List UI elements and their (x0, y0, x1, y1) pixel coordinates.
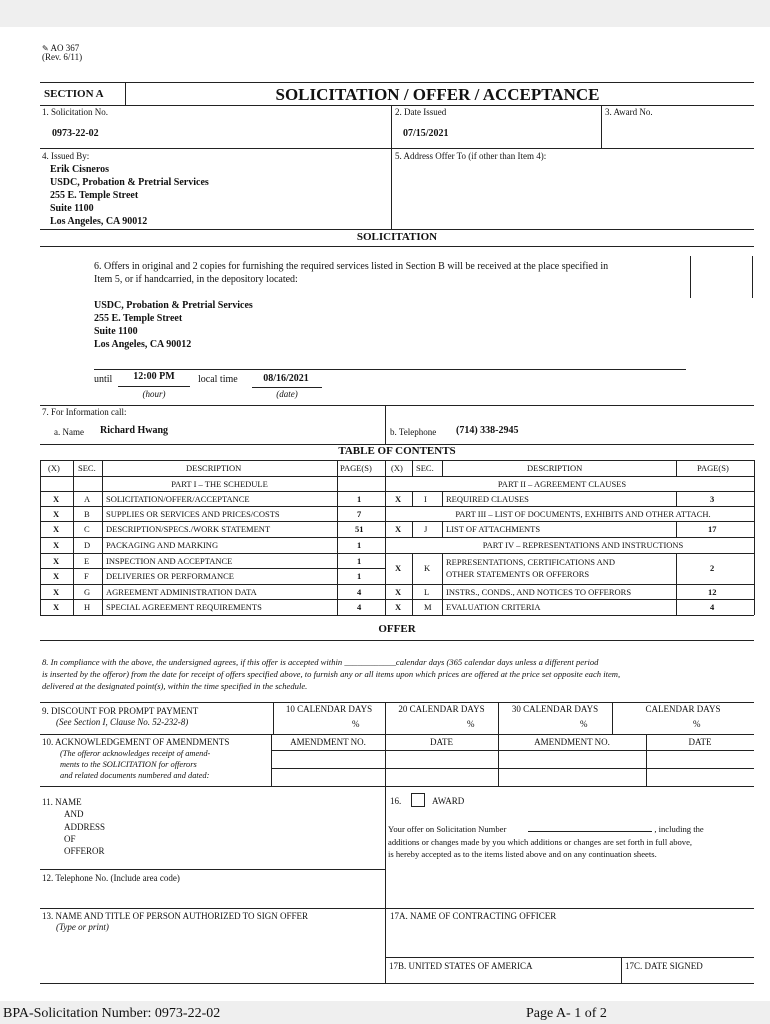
item8-text: 8. In compliance with the above, the undersigned agrees, if this offer is accepted within ____________calendar days (365 calendar days unless a different period is inserted by the offeror) from the date for receipt of offers specified above, to furnish any or all items upon which prices are offered at the price set opposite each item, delivered at the designated point(s), within the time specified in the schedule. (42, 657, 621, 691)
contact-phone: (714) 338-2945 (456, 425, 519, 436)
section-label: SECTION A (44, 88, 104, 100)
discount-col-30: 30 CALENDAR DAYS (511, 704, 599, 714)
date-issued-label: 2. Date Issued (395, 107, 447, 117)
discount-col-10: 10 CALENDAR DAYS (285, 704, 373, 714)
viewer-top-bar (0, 0, 770, 27)
solicitation-no-label: 1. Solicitation No. (42, 107, 108, 117)
depository-address: USDC, Probation & Pretrial Services 255 E. Temple Street Suite 1100 Los Angeles, CA 90012 (94, 300, 253, 350)
amendment-no-col-1: AMENDMENT NO. (290, 737, 366, 747)
amendment-date-col-2: DATE (688, 737, 712, 747)
info-label: 7. For Information call: (42, 407, 127, 417)
issued-by-label: 4. Issued By: (42, 151, 90, 161)
amendments-label: 10. ACKNOWLEDGEMENT OF AMENDMENTS (42, 737, 230, 747)
issued-by-block: Erik Cisneros USDC, Probation & Pretrial Services 255 E. Temple Street Suite 1100 Los Angeles, CA 90012 (50, 164, 209, 227)
signer-sub: (Type or print) (56, 922, 109, 932)
amendment-date-col-1: DATE (430, 737, 453, 747)
date-caption: (date) (276, 389, 298, 399)
telephone-label: b. Telephone (390, 427, 437, 437)
until-label: until (94, 374, 113, 385)
form-title: SOLICITATION / OFFER / ACCEPTANCE (275, 85, 600, 104)
discount-sub: (See Section I, Clause No. 52-232-8) (56, 717, 189, 727)
item6-text: 6. Offers in original and 2 copies for furnishing the required services listed in Section B will be received at the place specified in Item 5, or if handcarried, in the depository located: (94, 261, 609, 285)
contact-name: Richard Hwang (100, 425, 169, 436)
amendments-sub: (The offeror acknowledges receipt of amend- ments to the SOLICITATION for offerors and related documents numbered and dated: (60, 749, 211, 780)
toc-part4: PART IV – REPRESENTATIONS AND INSTRUCTIONS (482, 540, 684, 550)
form-rev: (Rev. 6/11) (42, 52, 83, 62)
date-issued: 07/15/2021 (403, 128, 449, 139)
award-checkbox[interactable] (411, 793, 425, 807)
deadline-time: 12:00 PM (133, 371, 175, 382)
hour-caption: (hour) (142, 389, 166, 399)
toc-row-k: X K REPRESENTATIONS, CERTIFICATIONS AND OTHER STATEMENTS OR OFFERORS 2 (395, 557, 715, 579)
award-no-label: 3. Award No. (605, 107, 653, 117)
local-time-label: local time (198, 374, 238, 385)
footer-solicitation-number: BPA-Solicitation Number: 0973-22-02 (3, 1006, 221, 1021)
address-offer-label: 5. Address Offer To (if other than Item 4): (395, 151, 547, 161)
telephone-no-label: 12. Telephone No. (Include area code) (42, 873, 180, 883)
toc-heading: TABLE OF CONTENTS (338, 445, 456, 457)
solicitation-no: 0973-22-02 (52, 128, 99, 139)
percent-10: % (352, 719, 360, 729)
form-id: ✎ AO 367 (42, 43, 80, 53)
deadline-date: 08/16/2021 (263, 373, 309, 384)
signer-label: 13. NAME AND TITLE OF PERSON AUTHORIZED TO SIGN OFFER (42, 911, 309, 921)
pen-icon: ✎ (42, 44, 49, 53)
percent-20: % (467, 719, 475, 729)
toc-part3: PART III – LIST OF DOCUMENTS, EXHIBITS AND OTHER ATTACH. (455, 509, 711, 519)
toc-part2: PART II – AGREEMENT CLAUSES (497, 479, 627, 489)
discount-label: 9. DISCOUNT FOR PROMPT PAYMENT (42, 706, 199, 716)
footer-page-number: Page A- 1 of 2 (526, 1006, 607, 1021)
name-label: a. Name (54, 427, 84, 437)
percent-30: % (580, 719, 588, 729)
amendment-no-col-2: AMENDMENT NO. (534, 737, 610, 747)
usa-label: 17B. UNITED STATES OF AMERICA (389, 961, 533, 971)
percent-other: % (693, 719, 701, 729)
item16-label: 16. (390, 796, 402, 806)
date-signed-label: 17C. DATE SIGNED (625, 961, 703, 971)
award-label: AWARD (432, 796, 465, 806)
offer-heading: OFFER (378, 623, 416, 635)
discount-col-other: CALENDAR DAYS (645, 704, 721, 714)
toc-part1: PART I – THE SCHEDULE (171, 479, 268, 489)
award-text: Your offer on Solicitation Number , including the additions or changes made by you which additions or changes are set forth in full above, is hereby accepted as to the items listed above and on any continuation sheets. (388, 824, 704, 859)
discount-col-20: 20 CALENDAR DAYS (398, 704, 485, 714)
solicitation-heading: SOLICITATION (356, 231, 438, 243)
offeror-name-address-label: 11. NAME AND ADDRESS OF OFFEROR (42, 797, 106, 857)
contracting-officer-label: 17A. NAME OF CONTRACTING OFFICER (390, 911, 557, 921)
